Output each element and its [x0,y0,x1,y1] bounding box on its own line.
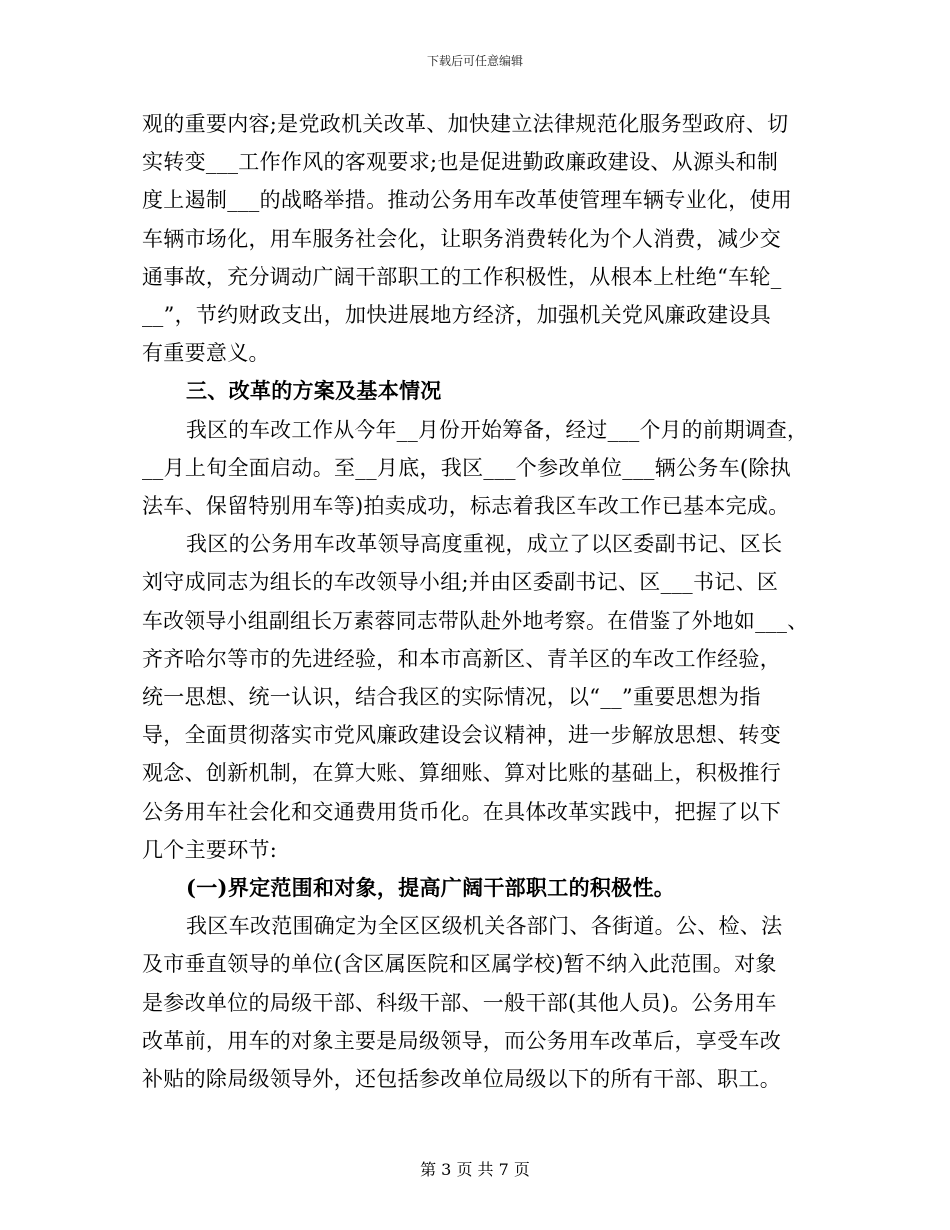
page-footer: 第 3 页 共 7 页 [420,1160,530,1179]
text-line: 齐齐哈尔等市的先进经验，和本市高新区、青羊区的车改工作经验， [142,647,781,671]
text-line: 法车、保留特别用车等)拍卖成功，标志着我区车改工作已基本完成。 [142,494,790,518]
text-line: 几个主要环节: [142,838,278,862]
section-heading: (一)界定范围和对象，提高广阔干部职工的积极性。 [186,875,676,900]
page-header: 下载后可任意编辑 [426,54,523,68]
text-line: 观的重要内容;是党政机关改革、加快建立法律规范化服务型政府、切 [142,112,789,136]
text-line: 公务用车社会化和交通费用货币化。在具体改革实践中，把握了以下 [142,800,781,824]
text-line: 观念、创新机制，在算大账、算细账、算对比账的基础上，积极推行 [142,761,781,785]
text-line: 有重要意义。 [142,341,270,365]
section-heading: 三、改革的方案及基本情况 [186,378,442,403]
text-line: 我区车改范围确定为全区区级机关各部门、各街道。公、检、法 [186,914,783,938]
text-line: 是参改单位的局级干部、科级干部、一般干部(其他人员)。公务用车 [142,991,777,1015]
text-line: 度上遏制___的战略举措。推动公务用车改革使管理车辆专业化，使用 [142,188,793,212]
text-line: 刘守成同志为组长的车改领导小组;并由区委副书记、区___书记、区 [142,570,779,594]
text-line: 改革前，用车的对象主要是局级领导，而公务用车改革后，享受车改 [142,1029,781,1053]
text-line: __月上旬全面启动。至__月底，我区___个参改单位___辆公务车(除执 [142,456,791,480]
text-line: __”，节约财政支出，加快进展地方经济，加强机关党风廉政建设具 [142,303,772,327]
text-line: 实转变___工作作风的客观要求;也是促进勤政廉政建设、从源头和制 [142,150,779,174]
text-line: 车改领导小组副组长万素蓉同志带队赴外地考察。在借鉴了外地如___、 [142,609,809,633]
text-line: 及市垂直领导的单位(含区属医院和区属学校)暂不纳入此范围。对象 [142,952,777,976]
text-line: 导，全面贯彻落实市党风廉政建设会议精神，进一步解放思想、转变 [142,723,781,747]
text-line: 统一思想、统一认识，结合我区的实际情况，以“__”重要思想为指 [142,685,761,709]
text-line: 车辆市场化，用车服务社会化，让职务消费转化为个人消费，减少交 [142,227,781,251]
text-line: 我区的公务用车改革领导高度重视，成立了以区委副书记、区长 [186,532,783,556]
text-line: 我区的车改工作从今年__月份开始筹备，经过___个月的前期调查， [186,418,809,442]
text-line: 通事故，充分调动广阔干部职工的工作积极性，从根本上杜绝“车轮_ [142,265,782,289]
text-line: 补贴的除局级领导外，还包括参改单位局级以下的所有干部、职工。 [142,1067,781,1091]
